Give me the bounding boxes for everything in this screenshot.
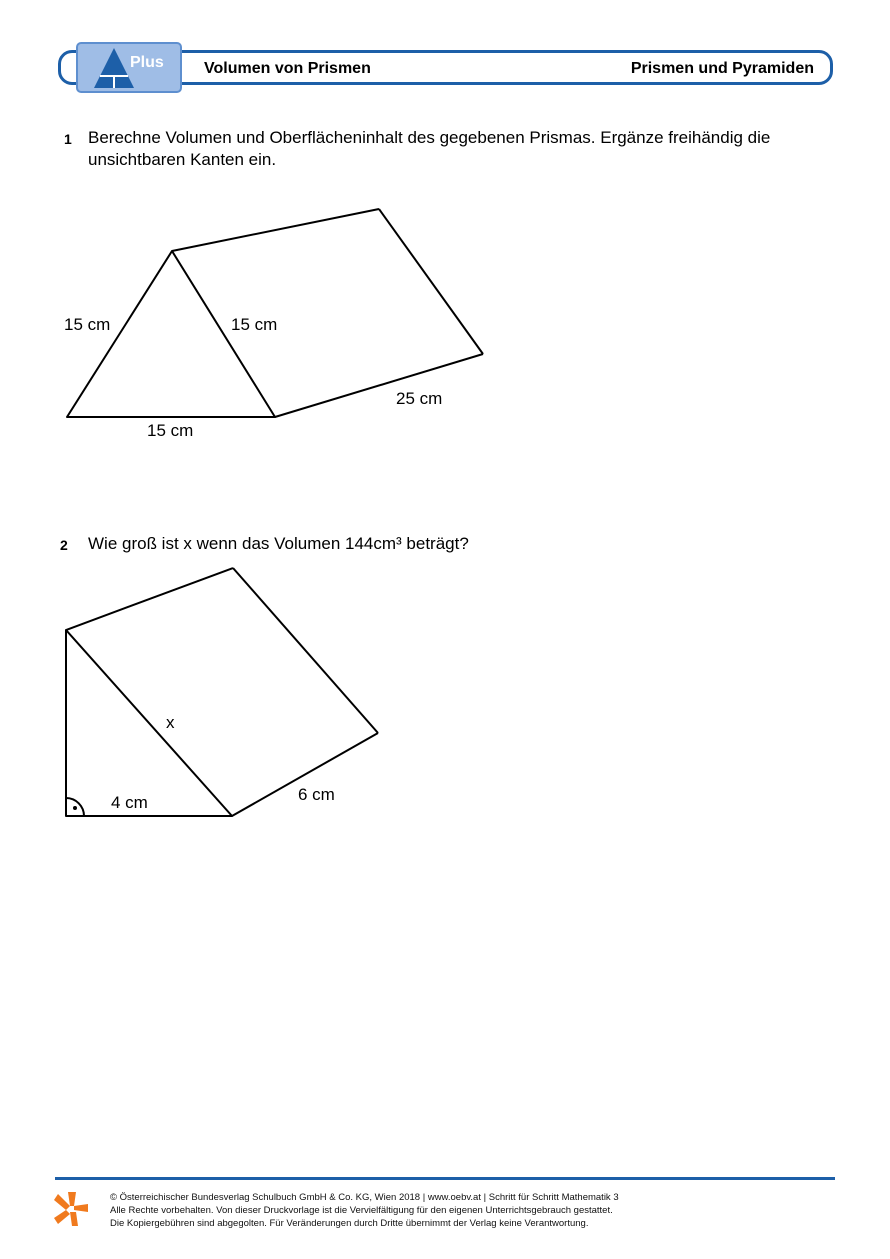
publisher-logo-icon [52,1190,90,1228]
footer-copyright [110,1191,619,1230]
page-title: Volumen von Prismen [204,60,371,77]
task-2-top-edge [66,568,233,630]
task-1-number: 1 [64,131,72,147]
task-2-label-length-edge: 6 cm [298,785,335,804]
task-2-right-angle-dot [73,806,77,810]
task-2-front-triangle [66,630,232,816]
task-2-text: Wie groß ist x wenn das Volumen 144cm³ beträgt? [88,534,469,553]
task-2-number: 2 [60,537,68,553]
task-1-back-edge [379,209,483,354]
task-1-length-edge [275,354,483,417]
task-2-label-base-edge: 4 cm [111,793,148,812]
page-topic: Prismen und Pyramiden [630,60,814,77]
logo-text: Plus [130,54,164,71]
task-1-label-left-edge: 15 cm [64,315,111,334]
footer-line-2: Alle Rechte vorbehalten. Von dieser Druckvorlage ist die Vervielfältigung für den eigenen Unterrichtsgebrauch gestattet. [110,1205,613,1216]
footer-divider [55,1177,835,1180]
task-1-label-right-edge: 15 cm [231,315,278,334]
footer-line-1: © Österreichischer Bundesverlag Schulbuch GmbH & Co. KG, Wien 2018 | www.oebv.at | Schritt für Schritt Mathematik 3 [110,1192,619,1203]
footer-line-3: Die Kopiergebühren sind abgegolten. Für Veränderungen durch Dritte übernimmt der Verlag keine Verantwortung. [110,1218,589,1229]
task-1-text: Berechne Volumen und Oberflächeninhalt des gegebenen Prismas. Ergänze freihändig die unsichtbaren Kanten ein. [88,128,771,169]
task-1-top-edge [172,209,379,251]
task-2-label-hypotenuse: x [166,713,175,732]
task-1-label-length-edge: 25 cm [396,389,443,408]
task-1-label-base-edge: 15 cm [147,421,194,440]
task-2-back-edge [233,568,378,733]
